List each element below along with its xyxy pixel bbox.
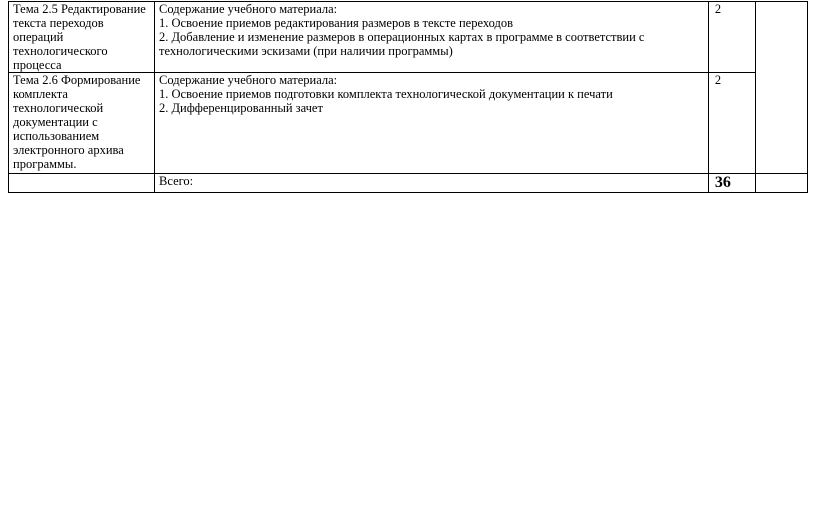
hours-cell (708, 73, 755, 174)
total-hours-value: 36 (714, 174, 731, 191)
empty-cell (755, 174, 807, 193)
total-row (9, 174, 808, 193)
content-cell (155, 2, 709, 73)
topic-cell (9, 2, 155, 73)
topic-title: Тема 2.6 Формирование комплекта технологической документации с использованием электронного архива программы. (13, 73, 141, 171)
level-cell (755, 2, 807, 174)
topic-cell (9, 73, 155, 174)
content-item: 1. Освоение приемов подготовки комплекта технологической документации к печати (159, 87, 613, 101)
content-heading: Содержание учебного материала: (159, 2, 338, 16)
content-item: 2. Дифференцированный зачет (159, 101, 323, 115)
content-item: 1. Освоение приемов редактирования размеров в тексте переходов (159, 16, 514, 30)
content-item: 2. Добавление и изменение размеров в операционных картах в программе в соответствии с технологическими эскизами (при наличии программы) (159, 30, 645, 58)
total-label: Всего: (159, 174, 194, 188)
hours-cell (708, 2, 755, 73)
table-row (9, 2, 808, 73)
curriculum-table (8, 1, 808, 193)
total-hours-cell (708, 174, 755, 193)
content-heading: Содержание учебного материала: (159, 73, 338, 87)
content-cell (155, 73, 709, 174)
topic-title: Тема 2.5 Редактирование текста переходов операций технологического процесса (13, 2, 146, 72)
table-row (9, 73, 808, 174)
total-label-cell (155, 174, 709, 193)
hours-value: 2 (714, 2, 722, 16)
empty-cell (9, 174, 155, 193)
hours-value: 2 (714, 73, 722, 87)
